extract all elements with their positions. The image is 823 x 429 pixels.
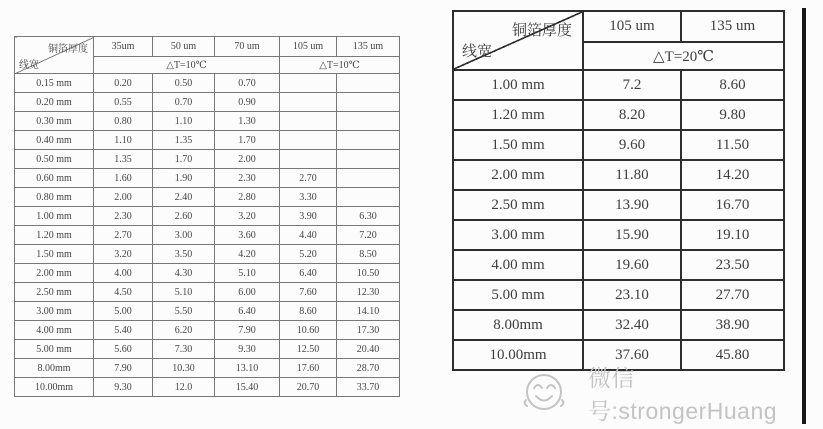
table-row	[15, 74, 400, 93]
current-value-cell	[337, 131, 400, 150]
current-value-cell: 7.30	[153, 340, 215, 359]
current-value-cell: 19.10	[681, 220, 784, 250]
current-value-cell: 0.70	[153, 93, 215, 112]
current-value-cell: 3.50	[153, 245, 215, 264]
current-value-cell: 8.60	[681, 70, 784, 100]
current-value-cell: 9.30	[94, 378, 153, 397]
table-row	[453, 190, 784, 220]
current-value-cell	[337, 188, 400, 207]
current-value-cell: 0.50	[153, 74, 215, 93]
current-value-cell: 13.10	[215, 359, 280, 378]
table-row	[15, 93, 400, 112]
table-row	[15, 359, 400, 378]
corner-cell	[15, 37, 94, 74]
current-value-cell: 10.30	[153, 359, 215, 378]
current-value-cell: 23.50	[681, 250, 784, 280]
current-value-cell: 5.10	[215, 264, 280, 283]
current-value-cell: 14.20	[681, 160, 784, 190]
corner-cell	[453, 11, 583, 70]
copper-thickness-col-header: 70 um	[215, 37, 280, 57]
line-width-cell: 1.20 mm	[15, 226, 94, 245]
copper-thickness-col-header: 35um	[94, 37, 153, 57]
copper-thickness-col-header: 135 um	[681, 11, 784, 42]
current-value-cell: 45.80	[681, 340, 784, 370]
current-value-cell: 6.30	[337, 207, 400, 226]
table-row	[15, 264, 400, 283]
current-value-cell: 8.60	[280, 302, 337, 321]
current-value-cell: 2.80	[215, 188, 280, 207]
current-value-cell: 28.70	[337, 359, 400, 378]
table-row	[15, 226, 400, 245]
current-value-cell	[280, 74, 337, 93]
table-row	[15, 378, 400, 397]
line-width-cell: 1.00 mm	[15, 207, 94, 226]
current-value-cell: 14.10	[337, 302, 400, 321]
current-value-cell: 4.50	[94, 283, 153, 302]
table-row	[15, 283, 400, 302]
line-width-cell: 0.50 mm	[15, 150, 94, 169]
current-value-cell: 19.60	[583, 250, 681, 280]
current-value-cell: 0.70	[215, 74, 280, 93]
current-value-cell	[280, 131, 337, 150]
current-value-cell: 7.20	[337, 226, 400, 245]
current-value-cell: 20.70	[280, 378, 337, 397]
current-value-cell: 6.40	[280, 264, 337, 283]
line-width-cell: 1.00 mm	[453, 70, 583, 100]
current-value-cell: 17.60	[280, 359, 337, 378]
current-value-cell: 3.30	[280, 188, 337, 207]
line-width-cell: 0.15 mm	[15, 74, 94, 93]
current-value-cell: 3.20	[94, 245, 153, 264]
table-row	[15, 131, 400, 150]
current-value-cell: 3.90	[280, 207, 337, 226]
current-value-cell	[280, 93, 337, 112]
current-value-cell: 33.70	[337, 378, 400, 397]
line-width-cell: 2.50 mm	[453, 190, 583, 220]
line-width-cell: 1.20 mm	[453, 100, 583, 130]
current-value-cell: 2.00	[94, 188, 153, 207]
table-row	[453, 220, 784, 250]
current-value-cell: 12.30	[337, 283, 400, 302]
current-value-cell	[280, 150, 337, 169]
current-value-cell: 2.00	[215, 150, 280, 169]
current-value-cell: 0.90	[215, 93, 280, 112]
current-value-cell: 1.10	[94, 131, 153, 150]
current-value-cell	[337, 93, 400, 112]
line-width-cell: 5.00 mm	[15, 340, 94, 359]
current-value-cell: 6.20	[153, 321, 215, 340]
current-value-cell: 5.60	[94, 340, 153, 359]
current-value-cell: 1.30	[215, 112, 280, 131]
current-value-cell: 11.50	[681, 130, 784, 160]
table-row	[15, 245, 400, 264]
current-value-cell: 23.10	[583, 280, 681, 310]
table-row	[15, 169, 400, 188]
current-value-cell: 5.50	[153, 302, 215, 321]
current-value-cell: 3.20	[215, 207, 280, 226]
line-width-cell: 3.00 mm	[453, 220, 583, 250]
current-value-cell: 1.70	[215, 131, 280, 150]
current-value-cell: 17.30	[337, 321, 400, 340]
current-value-cell: 5.40	[94, 321, 153, 340]
current-value-cell: 6.00	[215, 283, 280, 302]
current-value-cell: 5.20	[280, 245, 337, 264]
current-value-cell: 8.50	[337, 245, 400, 264]
table-row	[15, 112, 400, 131]
table-row	[453, 280, 784, 310]
current-value-cell: 7.60	[280, 283, 337, 302]
line-width-cell: 0.80 mm	[15, 188, 94, 207]
line-width-cell: 2.50 mm	[15, 283, 94, 302]
copper-thickness-col-header: 105 um	[583, 11, 681, 42]
table-row	[453, 340, 784, 370]
copper-thickness-col-header: 105 um	[280, 37, 337, 57]
current-value-cell: 37.60	[583, 340, 681, 370]
current-value-cell: 1.35	[153, 131, 215, 150]
current-value-cell: 10.60	[280, 321, 337, 340]
corner-label-line-width: 线宽	[462, 44, 493, 60]
table-row	[15, 207, 400, 226]
current-value-cell: 2.30	[94, 207, 153, 226]
line-width-cell: 0.40 mm	[15, 131, 94, 150]
current-value-cell: 15.90	[583, 220, 681, 250]
current-value-cell: 4.30	[153, 264, 215, 283]
current-value-cell: 8.20	[583, 100, 681, 130]
current-value-cell: 6.40	[215, 302, 280, 321]
current-value-cell: 1.70	[153, 150, 215, 169]
current-value-cell: 11.80	[583, 160, 681, 190]
line-width-cell: 4.00 mm	[453, 250, 583, 280]
table-row	[453, 250, 784, 280]
line-width-cell: 1.50 mm	[15, 245, 94, 264]
line-width-cell: 2.00 mm	[453, 160, 583, 190]
current-value-cell: 7.90	[215, 321, 280, 340]
current-value-cell: 4.20	[215, 245, 280, 264]
table-row	[453, 70, 784, 100]
current-value-cell: 2.60	[153, 207, 215, 226]
line-width-cell: 1.50 mm	[453, 130, 583, 160]
current-value-cell: 4.40	[280, 226, 337, 245]
line-width-cell: 10.00mm	[15, 378, 94, 397]
current-value-cell: 38.90	[681, 310, 784, 340]
current-value-cell: 12.0	[153, 378, 215, 397]
line-width-cell: 10.00mm	[453, 340, 583, 370]
current-value-cell: 7.2	[583, 70, 681, 100]
current-value-cell: 0.55	[94, 93, 153, 112]
current-value-cell: 9.30	[215, 340, 280, 359]
current-value-cell: 2.30	[215, 169, 280, 188]
right-ampacity-table	[452, 10, 785, 371]
current-value-cell: 2.70	[280, 169, 337, 188]
table-row	[15, 302, 400, 321]
left-ampacity-table	[14, 36, 400, 397]
corner-label-copper-thickness: 铜箔厚度	[511, 23, 572, 39]
watermark-text: 微信号:strongerHuang	[588, 365, 778, 424]
table-row	[453, 100, 784, 130]
table-row	[15, 321, 400, 340]
line-width-cell: 3.00 mm	[15, 302, 94, 321]
current-value-cell: 27.70	[681, 280, 784, 310]
current-value-cell: 3.60	[215, 226, 280, 245]
current-value-cell	[280, 112, 337, 131]
current-value-cell	[337, 150, 400, 169]
line-width-cell: 0.20 mm	[15, 93, 94, 112]
current-value-cell: 3.00	[153, 226, 215, 245]
current-value-cell: 7.90	[94, 359, 153, 378]
line-width-cell: 4.00 mm	[15, 321, 94, 340]
delta-t-header: △T=10℃	[280, 57, 400, 74]
table-row	[453, 310, 784, 340]
current-value-cell	[337, 112, 400, 131]
copper-thickness-col-header: 135 um	[337, 37, 400, 57]
line-width-cell: 2.00 mm	[15, 264, 94, 283]
table-row	[453, 130, 784, 160]
current-value-cell: 12.50	[280, 340, 337, 359]
right-divider-line	[802, 8, 806, 424]
current-value-cell: 5.00	[94, 302, 153, 321]
corner-label-copper-thickness: 铜箔厚度	[48, 44, 88, 55]
current-value-cell: 2.40	[153, 188, 215, 207]
table-row	[453, 160, 784, 190]
current-value-cell: 1.90	[153, 169, 215, 188]
copper-thickness-col-header: 50 um	[153, 37, 215, 57]
delta-t-header: △T=10℃	[94, 57, 280, 74]
current-value-cell: 2.70	[94, 226, 153, 245]
corner-label-line-width: 线宽	[19, 60, 39, 71]
line-width-cell: 8.00mm	[453, 310, 583, 340]
current-value-cell: 4.00	[94, 264, 153, 283]
current-value-cell: 1.35	[94, 150, 153, 169]
current-value-cell: 1.60	[94, 169, 153, 188]
current-value-cell: 32.40	[583, 310, 681, 340]
current-value-cell	[337, 74, 400, 93]
current-value-cell: 16.70	[681, 190, 784, 220]
wechat-face-icon	[522, 366, 566, 414]
current-value-cell: 5.10	[153, 283, 215, 302]
current-value-cell: 15.40	[215, 378, 280, 397]
current-value-cell: 0.80	[94, 112, 153, 131]
current-value-cell: 20.40	[337, 340, 400, 359]
current-value-cell: 13.90	[583, 190, 681, 220]
current-value-cell: 9.80	[681, 100, 784, 130]
line-width-cell: 0.30 mm	[15, 112, 94, 131]
current-value-cell: 9.60	[583, 130, 681, 160]
line-width-cell: 8.00mm	[15, 359, 94, 378]
delta-t-header: △T=20℃	[583, 42, 784, 70]
table-row	[15, 188, 400, 207]
table-row	[15, 340, 400, 359]
current-value-cell: 10.50	[337, 264, 400, 283]
table-row	[15, 150, 400, 169]
line-width-cell: 5.00 mm	[453, 280, 583, 310]
current-value-cell: 1.10	[153, 112, 215, 131]
current-value-cell: 0.20	[94, 74, 153, 93]
current-value-cell	[337, 169, 400, 188]
line-width-cell: 0.60 mm	[15, 169, 94, 188]
